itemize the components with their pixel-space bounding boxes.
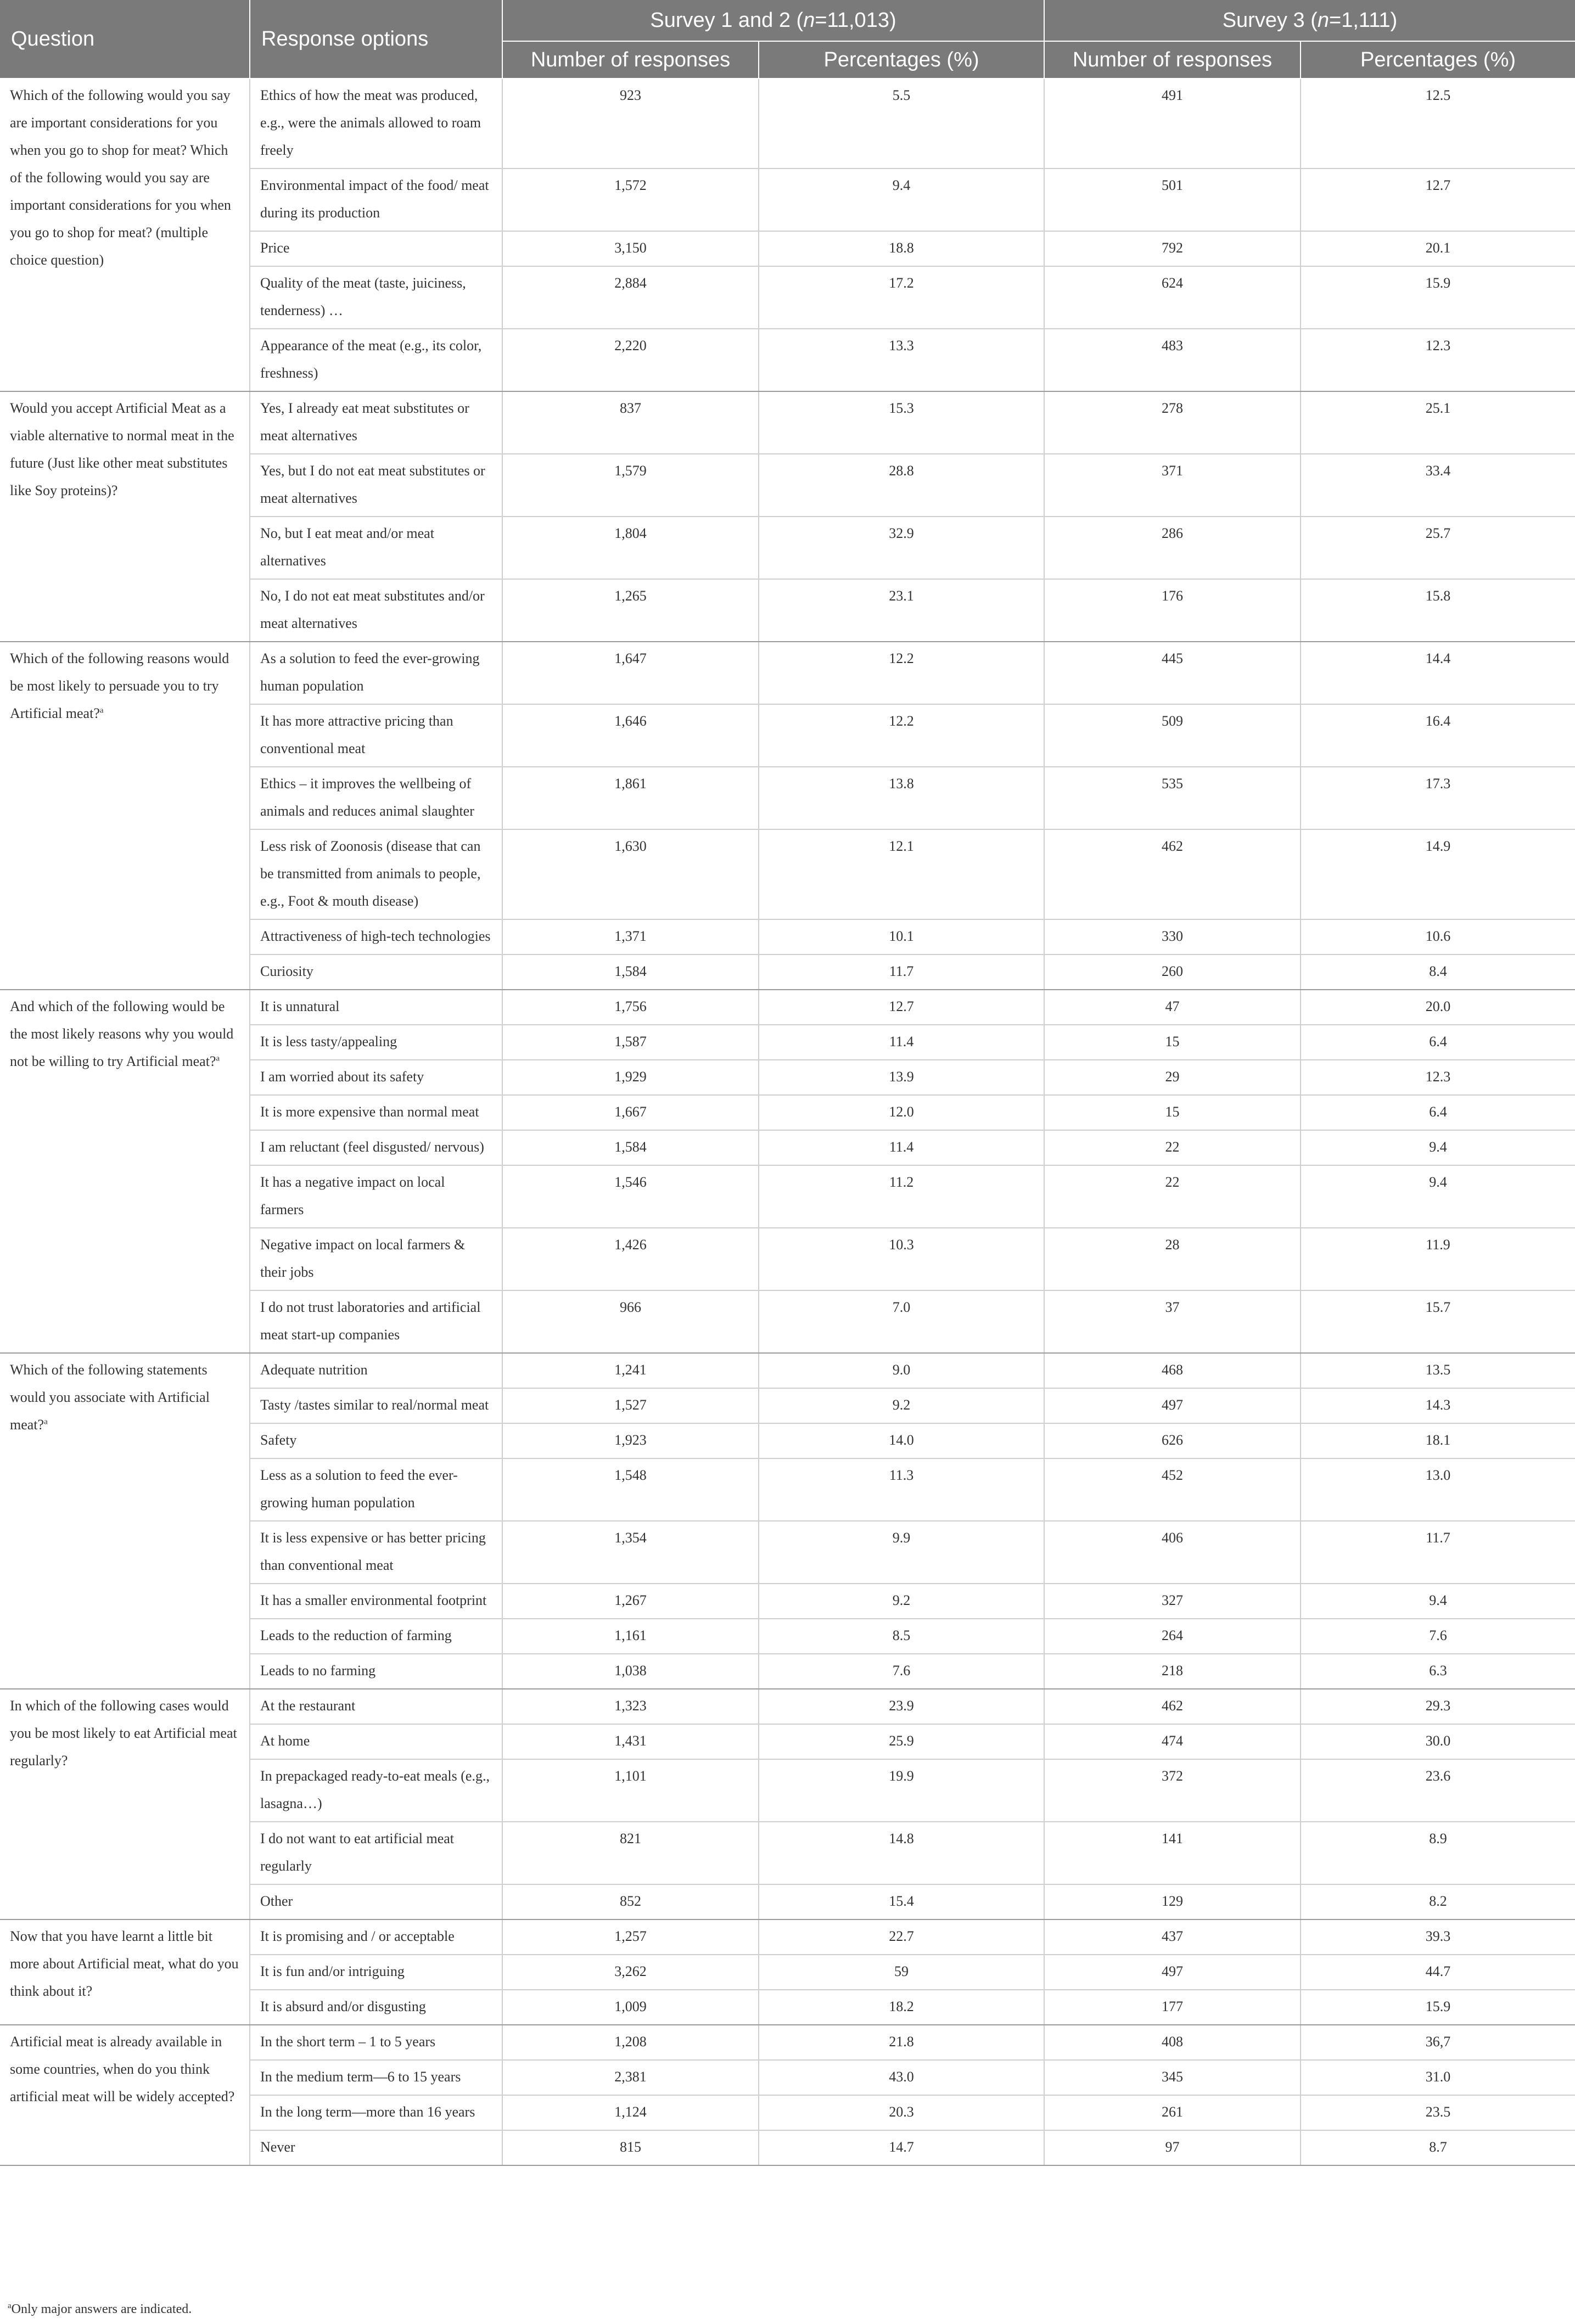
percentage-survey-1-2-cell: 10.3: [759, 1228, 1044, 1290]
percentage-survey-1-2-cell: 13.9: [759, 1060, 1044, 1095]
responses-survey-1-2-cell: 1,572: [502, 169, 759, 231]
response-option-cell: At the restaurant: [250, 1689, 502, 1724]
responses-survey-1-2-cell: 1,267: [502, 1584, 759, 1619]
percentage-survey-1-2-cell: 11.4: [759, 1025, 1044, 1060]
response-option-cell: As a solution to feed the ever-growing human population: [250, 642, 502, 704]
response-option-cell: It has a negative impact on local farmers: [250, 1165, 502, 1228]
responses-survey-1-2-cell: 2,381: [502, 2060, 759, 2095]
responses-survey-3-cell: 445: [1044, 642, 1301, 704]
responses-survey-3-cell: 437: [1044, 1919, 1301, 1955]
responses-survey-1-2-cell: 1,804: [502, 517, 759, 579]
percentage-survey-3-cell: 8.7: [1301, 2130, 1575, 2165]
question-cell: [0, 1353, 250, 1689]
responses-survey-1-2-cell: 1,630: [502, 829, 759, 919]
table-row: [0, 1919, 1575, 1955]
question-cell: [0, 2025, 250, 2165]
question-text: Now that you have learnt a little bit more about Artificial meat, what do you think about it?: [10, 1928, 239, 1999]
responses-survey-3-cell: 47: [1044, 990, 1301, 1025]
responses-survey-1-2-cell: 1,124: [502, 2095, 759, 2130]
question-cell: [0, 990, 250, 1353]
table-row: [0, 2025, 1575, 2060]
percentage-survey-1-2-cell: 11.2: [759, 1165, 1044, 1228]
percentage-survey-1-2-cell: 8.5: [759, 1619, 1044, 1654]
percentage-survey-3-cell: 9.4: [1301, 1130, 1575, 1165]
responses-survey-1-2-cell: 1,579: [502, 454, 759, 517]
question-cell: [0, 1919, 250, 2025]
percentage-survey-1-2-cell: 23.1: [759, 579, 1044, 642]
response-option-cell: In prepackaged ready-to-eat meals (e.g., lasagna…): [250, 1759, 502, 1822]
header-response-options: Response options: [250, 0, 502, 78]
responses-survey-1-2-cell: 1,241: [502, 1353, 759, 1388]
header-survey-1-2: Survey 1 and 2 (n=11,013): [502, 0, 1044, 41]
percentage-survey-1-2-cell: 21.8: [759, 2025, 1044, 2060]
percentage-survey-3-cell: 17.3: [1301, 767, 1575, 829]
responses-survey-1-2-cell: 2,884: [502, 266, 759, 329]
question-cell: [0, 78, 250, 391]
percentage-survey-1-2-cell: 59: [759, 1955, 1044, 1990]
table-footnote: $^a$Only major answers are indicated.: [8, 2301, 192, 2316]
percentage-survey-1-2-cell: 11.7: [759, 955, 1044, 990]
responses-survey-3-cell: 264: [1044, 1619, 1301, 1654]
percentage-survey-3-cell: 36,7: [1301, 2025, 1575, 2060]
footnote-marker: a: [216, 1054, 220, 1063]
response-option-cell: Less risk of Zoonosis (disease that can be transmitted from animals to people, e.g., Foot & mouth disease): [250, 829, 502, 919]
question-text: In which of the following cases would you be most likely to eat Artificial meat regularly?: [10, 1698, 237, 1769]
percentage-survey-3-cell: 11.9: [1301, 1228, 1575, 1290]
percentage-survey-3-cell: 18.1: [1301, 1423, 1575, 1458]
response-option-cell: It has a smaller environmental footprint: [250, 1584, 502, 1619]
question-cell: [0, 642, 250, 990]
percentage-survey-1-2-cell: 12.1: [759, 829, 1044, 919]
percentage-survey-3-cell: 8.2: [1301, 1884, 1575, 1919]
response-option-cell: Ethics of how the meat was produced, e.g., were the animals allowed to roam freely: [250, 78, 502, 169]
response-option-cell: Tasty /tastes similar to real/normal meat: [250, 1388, 502, 1423]
response-option-cell: Yes, I already eat meat substitutes or meat alternatives: [250, 391, 502, 454]
percentage-survey-3-cell: 15.7: [1301, 1290, 1575, 1353]
percentage-survey-1-2-cell: 14.7: [759, 2130, 1044, 2165]
responses-survey-1-2-cell: 1,527: [502, 1388, 759, 1423]
responses-survey-1-2-cell: 1,861: [502, 767, 759, 829]
response-option-cell: Curiosity: [250, 955, 502, 990]
responses-survey-3-cell: 278: [1044, 391, 1301, 454]
responses-survey-1-2-cell: 1,584: [502, 1130, 759, 1165]
percentage-survey-3-cell: 12.7: [1301, 169, 1575, 231]
percentage-survey-1-2-cell: 43.0: [759, 2060, 1044, 2095]
responses-survey-1-2-cell: 1,257: [502, 1919, 759, 1955]
responses-survey-3-cell: 474: [1044, 1724, 1301, 1759]
response-option-cell: Yes, but I do not eat meat substitutes or meat alternatives: [250, 454, 502, 517]
responses-survey-1-2-cell: 1,265: [502, 579, 759, 642]
percentage-survey-3-cell: 25.7: [1301, 517, 1575, 579]
footnote-marker: a: [44, 1417, 48, 1427]
responses-survey-3-cell: 491: [1044, 78, 1301, 169]
responses-survey-3-cell: 462: [1044, 829, 1301, 919]
percentage-survey-3-cell: 20.0: [1301, 990, 1575, 1025]
percentage-survey-3-cell: 44.7: [1301, 1955, 1575, 1990]
percentage-survey-3-cell: 6.3: [1301, 1654, 1575, 1689]
responses-survey-3-cell: 624: [1044, 266, 1301, 329]
responses-survey-3-cell: 408: [1044, 2025, 1301, 2060]
responses-survey-3-cell: 509: [1044, 704, 1301, 767]
percentage-survey-1-2-cell: 18.8: [759, 231, 1044, 266]
percentage-survey-1-2-cell: 10.1: [759, 919, 1044, 955]
responses-survey-3-cell: 261: [1044, 2095, 1301, 2130]
percentage-survey-1-2-cell: 28.8: [759, 454, 1044, 517]
response-option-cell: No, I do not eat meat substitutes and/or meat alternatives: [250, 579, 502, 642]
responses-survey-3-cell: 29: [1044, 1060, 1301, 1095]
responses-survey-1-2-cell: 1,009: [502, 1990, 759, 2025]
percentage-survey-1-2-cell: 5.5: [759, 78, 1044, 169]
responses-survey-1-2-cell: 1,354: [502, 1521, 759, 1584]
responses-survey-1-2-cell: 1,208: [502, 2025, 759, 2060]
response-option-cell: It has more attractive pricing than conventional meat: [250, 704, 502, 767]
question-text: Which of the following would you say are important considerations for you when you go to shop for meat? Which of the following would you say are important considerations for you when you go to shop for meat? (multiple choice question): [10, 87, 231, 268]
question-text: And which of the following would be the most likely reasons why you would not be willing to try Artificial meat?: [10, 998, 234, 1069]
table-row: [0, 990, 1575, 1025]
percentage-survey-1-2-cell: 19.9: [759, 1759, 1044, 1822]
response-option-cell: Adequate nutrition: [250, 1353, 502, 1388]
percentage-survey-3-cell: 16.4: [1301, 704, 1575, 767]
responses-survey-3-cell: 129: [1044, 1884, 1301, 1919]
percentage-survey-3-cell: 23.6: [1301, 1759, 1575, 1822]
responses-survey-1-2-cell: 1,587: [502, 1025, 759, 1060]
header-number-of-responses-survey-1-2: Number of responses: [502, 41, 759, 78]
percentage-survey-1-2-cell: 9.9: [759, 1521, 1044, 1584]
response-option-cell: In the medium term—6 to 15 years: [250, 2060, 502, 2095]
responses-survey-1-2-cell: 1,426: [502, 1228, 759, 1290]
response-option-cell: It is less expensive or has better pricing than conventional meat: [250, 1521, 502, 1584]
percentage-survey-3-cell: 15.9: [1301, 266, 1575, 329]
response-option-cell: It is fun and/or intriguing: [250, 1955, 502, 1990]
percentage-survey-3-cell: 12.3: [1301, 329, 1575, 391]
responses-survey-3-cell: 141: [1044, 1822, 1301, 1884]
responses-survey-1-2-cell: 966: [502, 1290, 759, 1353]
percentage-survey-1-2-cell: 7.0: [759, 1290, 1044, 1353]
response-option-cell: Environmental impact of the food/ meat during its production: [250, 169, 502, 231]
header-number-of-responses-survey-3: Number of responses: [1044, 41, 1301, 78]
percentage-survey-3-cell: 15.9: [1301, 1990, 1575, 2025]
responses-survey-3-cell: 327: [1044, 1584, 1301, 1619]
responses-survey-3-cell: 452: [1044, 1458, 1301, 1521]
percentage-survey-1-2-cell: 11.3: [759, 1458, 1044, 1521]
response-option-cell: Price: [250, 231, 502, 266]
responses-survey-3-cell: 626: [1044, 1423, 1301, 1458]
responses-survey-3-cell: 501: [1044, 169, 1301, 231]
percentage-survey-3-cell: 39.3: [1301, 1919, 1575, 1955]
responses-survey-1-2-cell: 1,756: [502, 990, 759, 1025]
response-option-cell: It is absurd and/or disgusting: [250, 1990, 502, 2025]
percentage-survey-3-cell: 12.3: [1301, 1060, 1575, 1095]
percentage-survey-1-2-cell: 7.6: [759, 1654, 1044, 1689]
response-option-cell: Quality of the meat (taste, juiciness, tenderness) …: [250, 266, 502, 329]
responses-survey-3-cell: 345: [1044, 2060, 1301, 2095]
percentage-survey-1-2-cell: 9.0: [759, 1353, 1044, 1388]
question-text: Artificial meat is already available in some countries, when do you think artificial meat will be widely accepted?: [10, 2034, 235, 2104]
responses-survey-1-2-cell: 2,220: [502, 329, 759, 391]
percentage-survey-1-2-cell: 22.7: [759, 1919, 1044, 1955]
table-header: [0, 0, 1575, 78]
table-row: [0, 391, 1575, 454]
response-option-cell: I do not want to eat artificial meat regularly: [250, 1822, 502, 1884]
percentage-survey-3-cell: 23.5: [1301, 2095, 1575, 2130]
responses-survey-3-cell: 497: [1044, 1388, 1301, 1423]
responses-survey-3-cell: 372: [1044, 1759, 1301, 1822]
response-option-cell: I am worried about its safety: [250, 1060, 502, 1095]
response-option-cell: Never: [250, 2130, 502, 2165]
response-option-cell: Leads to the reduction of farming: [250, 1619, 502, 1654]
responses-survey-1-2-cell: 3,150: [502, 231, 759, 266]
table-row: [0, 78, 1575, 169]
response-option-cell: It is less tasty/appealing: [250, 1025, 502, 1060]
responses-survey-1-2-cell: 1,647: [502, 642, 759, 704]
percentage-survey-1-2-cell: 12.2: [759, 704, 1044, 767]
responses-survey-3-cell: 15: [1044, 1095, 1301, 1130]
responses-survey-1-2-cell: 1,371: [502, 919, 759, 955]
response-option-cell: I am reluctant (feel disgusted/ nervous): [250, 1130, 502, 1165]
percentage-survey-3-cell: 7.6: [1301, 1619, 1575, 1654]
percentage-survey-1-2-cell: 9.2: [759, 1584, 1044, 1619]
response-option-cell: At home: [250, 1724, 502, 1759]
responses-survey-3-cell: 406: [1044, 1521, 1301, 1584]
percentage-survey-3-cell: 31.0: [1301, 2060, 1575, 2095]
response-option-cell: It is promising and / or acceptable: [250, 1919, 502, 1955]
responses-survey-3-cell: 97: [1044, 2130, 1301, 2165]
header-question: Question: [0, 0, 250, 78]
table-body: [0, 78, 1575, 2165]
percentage-survey-3-cell: 8.9: [1301, 1822, 1575, 1884]
percentage-survey-3-cell: 20.1: [1301, 231, 1575, 266]
responses-survey-1-2-cell: 923: [502, 78, 759, 169]
responses-survey-1-2-cell: 1,161: [502, 1619, 759, 1654]
percentage-survey-3-cell: 8.4: [1301, 955, 1575, 990]
percentage-survey-3-cell: 11.7: [1301, 1521, 1575, 1584]
responses-survey-1-2-cell: 1,101: [502, 1759, 759, 1822]
percentage-survey-3-cell: 9.4: [1301, 1584, 1575, 1619]
responses-survey-1-2-cell: 815: [502, 2130, 759, 2165]
responses-survey-1-2-cell: 1,646: [502, 704, 759, 767]
response-option-cell: It is more expensive than normal meat: [250, 1095, 502, 1130]
percentage-survey-1-2-cell: 13.8: [759, 767, 1044, 829]
responses-survey-3-cell: 260: [1044, 955, 1301, 990]
question-text: Which of the following reasons would be most likely to persuade you to try Artificial meat?: [10, 650, 229, 721]
percentage-survey-3-cell: 6.4: [1301, 1025, 1575, 1060]
response-option-cell: I do not trust laboratories and artificial meat start-up companies: [250, 1290, 502, 1353]
responses-survey-3-cell: 15: [1044, 1025, 1301, 1060]
percentage-survey-3-cell: 13.0: [1301, 1458, 1575, 1521]
responses-survey-3-cell: 483: [1044, 329, 1301, 391]
responses-survey-1-2-cell: 1,431: [502, 1724, 759, 1759]
responses-survey-3-cell: 497: [1044, 1955, 1301, 1990]
responses-survey-3-cell: 22: [1044, 1130, 1301, 1165]
percentage-survey-3-cell: 12.5: [1301, 78, 1575, 169]
responses-survey-1-2-cell: 1,323: [502, 1689, 759, 1724]
percentage-survey-3-cell: 14.4: [1301, 642, 1575, 704]
header-survey-3: Survey 3 (n=1,111): [1044, 0, 1575, 41]
response-option-cell: Attractiveness of high-tech technologies: [250, 919, 502, 955]
question-text: Would you accept Artificial Meat as a viable alternative to normal meat in the future (Just like other meat substitutes like Soy proteins)?: [10, 400, 234, 498]
percentage-survey-3-cell: 30.0: [1301, 1724, 1575, 1759]
response-option-cell: In the short term – 1 to 5 years: [250, 2025, 502, 2060]
responses-survey-1-2-cell: 1,038: [502, 1654, 759, 1689]
percentage-survey-3-cell: 14.9: [1301, 829, 1575, 919]
percentage-survey-1-2-cell: 9.4: [759, 169, 1044, 231]
responses-survey-3-cell: 330: [1044, 919, 1301, 955]
percentage-survey-1-2-cell: 12.2: [759, 642, 1044, 704]
responses-survey-3-cell: 462: [1044, 1689, 1301, 1724]
table-row: [0, 1689, 1575, 1724]
percentage-survey-1-2-cell: 9.2: [759, 1388, 1044, 1423]
question-cell: [0, 391, 250, 642]
response-option-cell: It is unnatural: [250, 990, 502, 1025]
responses-survey-1-2-cell: 837: [502, 391, 759, 454]
response-option-cell: Ethics – it improves the wellbeing of animals and reduces animal slaughter: [250, 767, 502, 829]
responses-survey-1-2-cell: 1,923: [502, 1423, 759, 1458]
table-row: [0, 1353, 1575, 1388]
responses-survey-1-2-cell: 1,584: [502, 955, 759, 990]
footnote-marker: a: [99, 706, 104, 715]
percentage-survey-1-2-cell: 23.9: [759, 1689, 1044, 1724]
responses-survey-3-cell: 22: [1044, 1165, 1301, 1228]
responses-survey-1-2-cell: 821: [502, 1822, 759, 1884]
responses-survey-1-2-cell: 1,667: [502, 1095, 759, 1130]
percentage-survey-3-cell: 10.6: [1301, 919, 1575, 955]
percentage-survey-1-2-cell: 12.7: [759, 990, 1044, 1025]
percentage-survey-3-cell: 13.5: [1301, 1353, 1575, 1388]
response-option-cell: In the long term—more than 16 years: [250, 2095, 502, 2130]
responses-survey-3-cell: 535: [1044, 767, 1301, 829]
percentage-survey-1-2-cell: 13.3: [759, 329, 1044, 391]
question-cell: [0, 1689, 250, 1919]
percentage-survey-3-cell: 33.4: [1301, 454, 1575, 517]
responses-survey-3-cell: 371: [1044, 454, 1301, 517]
responses-survey-3-cell: 37: [1044, 1290, 1301, 1353]
percentage-survey-3-cell: 14.3: [1301, 1388, 1575, 1423]
percentage-survey-1-2-cell: 17.2: [759, 266, 1044, 329]
responses-survey-1-2-cell: 1,546: [502, 1165, 759, 1228]
responses-survey-1-2-cell: 3,262: [502, 1955, 759, 1990]
response-option-cell: Negative impact on local farmers & their jobs: [250, 1228, 502, 1290]
percentage-survey-1-2-cell: 14.0: [759, 1423, 1044, 1458]
percentage-survey-1-2-cell: 18.2: [759, 1990, 1044, 2025]
percentage-survey-1-2-cell: 14.8: [759, 1822, 1044, 1884]
response-option-cell: Less as a solution to feed the ever-growing human population: [250, 1458, 502, 1521]
percentage-survey-1-2-cell: 25.9: [759, 1724, 1044, 1759]
responses-survey-1-2-cell: 1,929: [502, 1060, 759, 1095]
percentage-survey-3-cell: 9.4: [1301, 1165, 1575, 1228]
header-percentages-survey-3: Percentages (%): [1301, 41, 1575, 78]
percentage-survey-1-2-cell: 15.4: [759, 1884, 1044, 1919]
table-row: [0, 642, 1575, 704]
percentage-survey-1-2-cell: 20.3: [759, 2095, 1044, 2130]
responses-survey-3-cell: 468: [1044, 1353, 1301, 1388]
responses-survey-3-cell: 177: [1044, 1990, 1301, 2025]
header-percentages-survey-1-2: Percentages (%): [759, 41, 1044, 78]
response-option-cell: Appearance of the meat (e.g., its color, freshness): [250, 329, 502, 391]
responses-survey-3-cell: 286: [1044, 517, 1301, 579]
question-text: Which of the following statements would you associate with Artificial meat?: [10, 1362, 210, 1433]
response-option-cell: Safety: [250, 1423, 502, 1458]
percentage-survey-3-cell: 15.8: [1301, 579, 1575, 642]
percentage-survey-3-cell: 6.4: [1301, 1095, 1575, 1130]
percentage-survey-1-2-cell: 11.4: [759, 1130, 1044, 1165]
response-option-cell: No, but I eat meat and/or meat alternatives: [250, 517, 502, 579]
response-option-cell: Other: [250, 1884, 502, 1919]
percentage-survey-3-cell: 29.3: [1301, 1689, 1575, 1724]
responses-survey-3-cell: 28: [1044, 1228, 1301, 1290]
percentage-survey-3-cell: 25.1: [1301, 391, 1575, 454]
percentage-survey-1-2-cell: 12.0: [759, 1095, 1044, 1130]
response-option-cell: Leads to no farming: [250, 1654, 502, 1689]
responses-survey-3-cell: 792: [1044, 231, 1301, 266]
responses-survey-1-2-cell: 852: [502, 1884, 759, 1919]
responses-survey-3-cell: 176: [1044, 579, 1301, 642]
responses-survey-3-cell: 218: [1044, 1654, 1301, 1689]
responses-survey-1-2-cell: 1,548: [502, 1458, 759, 1521]
percentage-survey-1-2-cell: 15.3: [759, 391, 1044, 454]
percentage-survey-1-2-cell: 32.9: [759, 517, 1044, 579]
